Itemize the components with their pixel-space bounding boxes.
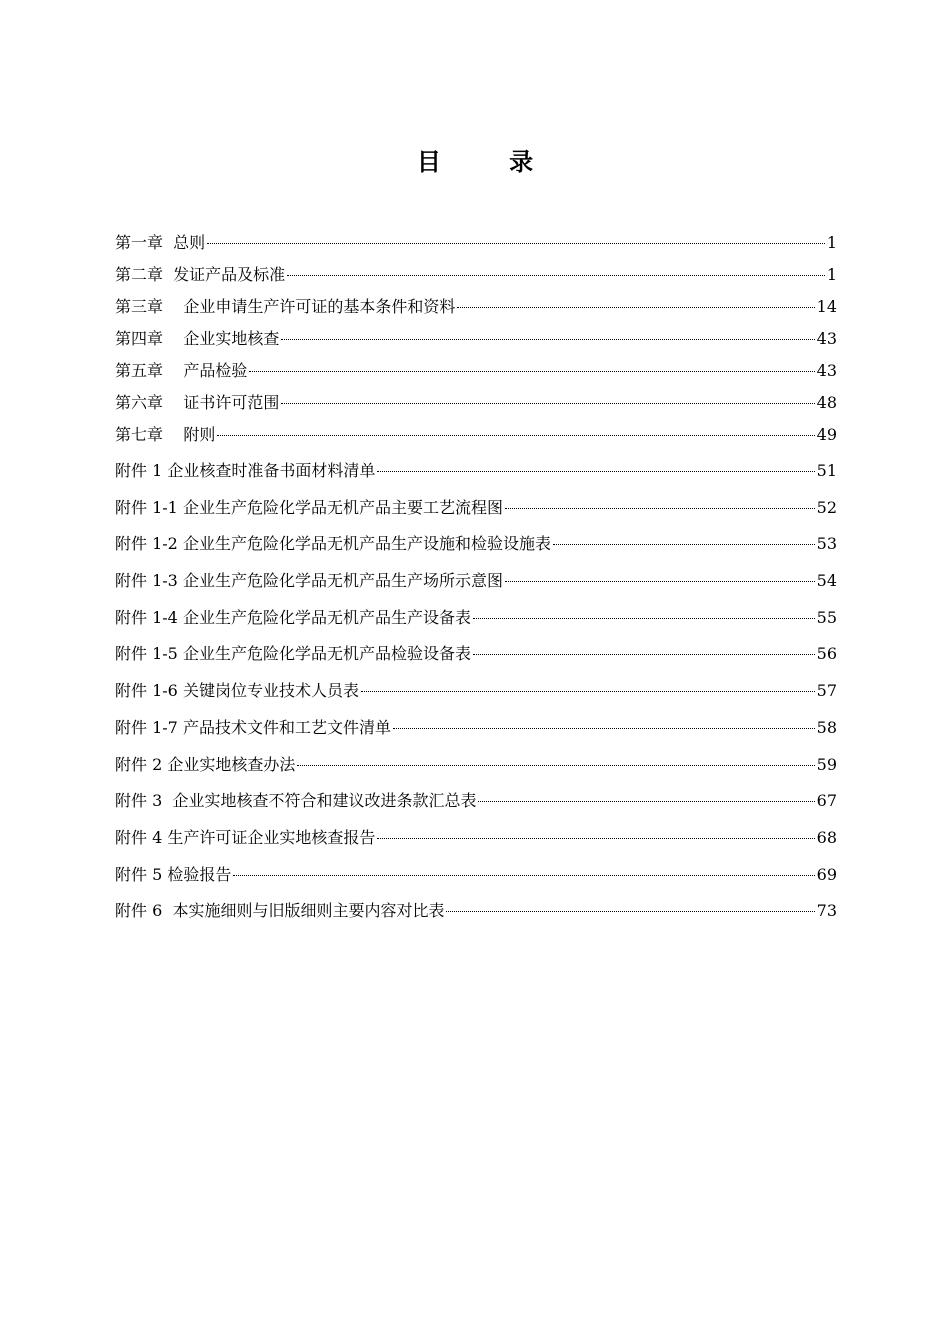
toc-entry-label: 附件 5 检验报告	[115, 864, 232, 884]
toc-entry[interactable]	[115, 678, 837, 715]
toc-page-number: 68	[816, 827, 837, 847]
toc-entry-label: 第六章 证书许可范围	[115, 393, 280, 412]
toc-entry-label: 第三章 企业申请生产许可证的基本条件和资料	[115, 297, 456, 316]
toc-dot-leader	[553, 544, 815, 545]
toc-page-number: 1	[826, 233, 837, 252]
toc-entry-label: 第一章 总则	[115, 233, 206, 252]
toc-dot-leader	[281, 403, 814, 404]
toc-page-number: 48	[816, 393, 837, 412]
toc-page-number: 1	[826, 265, 837, 284]
toc-entry-label: 附件 1-6 关键岗位专业技术人员表	[115, 681, 359, 701]
toc-entry[interactable]	[115, 326, 837, 358]
toc-page-number: 43	[816, 329, 837, 348]
toc-page-number: 69	[816, 864, 837, 884]
toc-page-number: 43	[816, 361, 837, 380]
toc-entry[interactable]	[115, 862, 837, 899]
toc-page-number: 56	[816, 644, 837, 664]
toc-entry[interactable]	[115, 788, 837, 825]
toc-page-number: 49	[816, 425, 837, 444]
toc-entry-label: 附件 6 本实施细则与旧版细则主要内容对比表	[115, 901, 445, 921]
toc-entry[interactable]	[115, 715, 837, 752]
toc-entry[interactable]	[115, 605, 837, 642]
toc-entry[interactable]	[115, 568, 837, 605]
toc-page-number: 53	[816, 534, 837, 554]
toc-title: 目 录	[416, 148, 564, 176]
toc-entry-label: 附件 1-4 企业生产危险化学品无机产品生产设备表	[115, 607, 471, 627]
toc-page-number: 57	[816, 681, 837, 701]
toc-entry-label: 附件 1-1 企业生产危险化学品无机产品主要工艺流程图	[115, 497, 503, 517]
toc-entry[interactable]	[115, 422, 837, 454]
toc-entry[interactable]	[115, 825, 837, 862]
toc-page-number: 54	[816, 571, 837, 591]
toc-page-number: 51	[816, 461, 837, 480]
toc-entry-label: 第五章 产品检验	[115, 361, 248, 380]
toc-list	[115, 230, 837, 935]
toc-dot-leader	[478, 801, 814, 802]
toc-dot-leader	[393, 728, 815, 729]
toc-dot-leader	[297, 765, 814, 766]
toc-page-number: 59	[816, 754, 837, 774]
toc-dot-leader	[505, 508, 815, 509]
toc-entry[interactable]	[115, 531, 837, 568]
toc-entry-label: 附件 1 企业核查时准备书面材料清单	[115, 461, 376, 480]
toc-dot-leader	[207, 243, 825, 244]
toc-entry[interactable]	[115, 390, 837, 422]
toc-dot-leader	[217, 435, 814, 436]
toc-dot-leader	[233, 875, 814, 876]
toc-entry[interactable]	[115, 230, 837, 262]
toc-entry[interactable]	[115, 752, 837, 789]
toc-dot-leader	[249, 371, 814, 372]
toc-dot-leader	[377, 838, 814, 839]
toc-entry-label: 第四章 企业实地核查	[115, 329, 280, 348]
toc-entry-label: 附件 1-2 企业生产危险化学品无机产品生产设施和检验设施表	[115, 534, 551, 554]
toc-entry-label: 附件 3 企业实地核查不符合和建议改进条款汇总表	[115, 791, 477, 811]
toc-page-number: 73	[816, 901, 837, 921]
toc-dot-leader	[505, 581, 815, 582]
toc-entry[interactable]	[115, 262, 837, 294]
toc-entry-label: 附件 1-3 企业生产危险化学品无机产品生产场所示意图	[115, 571, 503, 591]
toc-page-number: 14	[816, 297, 837, 316]
toc-entry[interactable]	[115, 358, 837, 390]
toc-entry-label: 附件 4 生产许可证企业实地核查报告	[115, 827, 376, 847]
toc-dot-leader	[281, 339, 814, 340]
toc-dot-leader	[361, 691, 815, 692]
toc-page-number: 52	[816, 497, 837, 517]
toc-entry[interactable]	[115, 495, 837, 532]
toc-entry[interactable]	[115, 898, 837, 935]
toc-dot-leader	[473, 618, 815, 619]
toc-entry[interactable]	[115, 641, 837, 678]
toc-entry-label: 第七章 附则	[115, 425, 216, 444]
toc-entry[interactable]	[115, 294, 837, 326]
toc-dot-leader	[473, 654, 815, 655]
toc-entry-label: 附件 2 企业实地核查办法	[115, 754, 296, 774]
toc-dot-leader	[377, 471, 814, 472]
toc-page-number: 58	[816, 717, 837, 737]
toc-entry-label: 附件 1-5 企业生产危险化学品无机产品检验设备表	[115, 644, 471, 664]
toc-entry-label: 附件 1-7 产品技术文件和工艺文件清单	[115, 717, 391, 737]
toc-page-number: 55	[816, 607, 837, 627]
toc-dot-leader	[287, 275, 825, 276]
toc-dot-leader	[457, 307, 814, 308]
toc-entry[interactable]	[115, 458, 837, 495]
toc-dot-leader	[446, 911, 814, 912]
toc-entry-label: 第二章 发证产品及标准	[115, 265, 286, 284]
toc-page-number: 67	[816, 791, 837, 811]
